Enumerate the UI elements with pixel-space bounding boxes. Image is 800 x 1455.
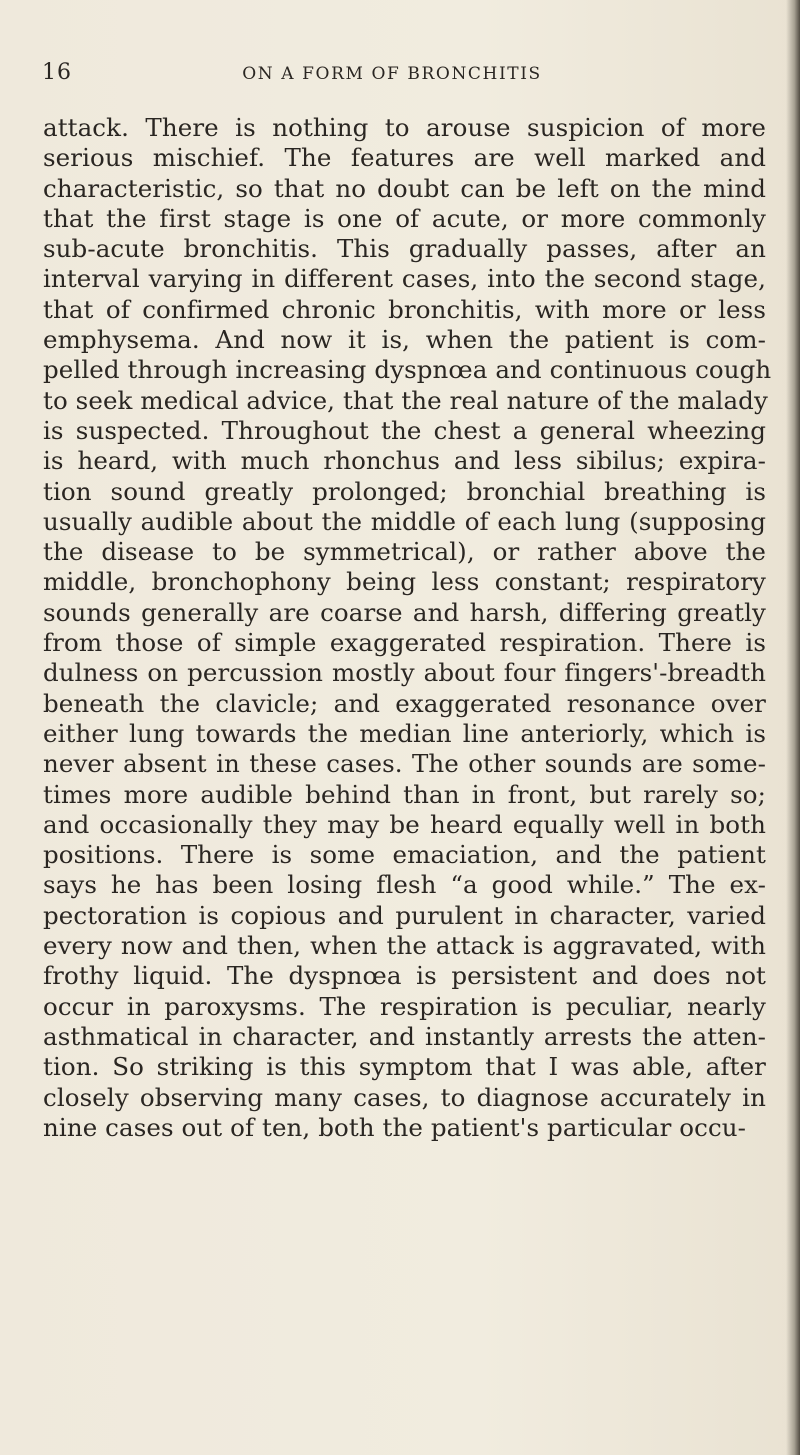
- text-line: is heard, with much rhonchus and less sibilus; expira-: [43, 446, 766, 476]
- text-line: the disease to be symmetrical), or rather above the: [43, 537, 766, 567]
- text-line: dulness on percussion mostly about four fingers'-breadth: [43, 658, 766, 688]
- text-line: tion. So striking is this symptom that I was able, after: [43, 1052, 766, 1082]
- text-line: beneath the clavicle; and exaggerated resonance over: [43, 688, 766, 718]
- running-head: [42, 60, 762, 90]
- text-line: every now and then, when the attack is aggravated, with: [43, 931, 766, 961]
- page-number: 16: [42, 60, 72, 85]
- text-line: tion sound greatly prolonged; bronchial breathing is: [43, 476, 766, 506]
- text-line: nine cases out of ten, both the patient's particular occu-: [43, 1112, 747, 1142]
- text-line: occur in paroxysms. The respiration is peculiar, nearly: [43, 991, 766, 1021]
- page-edge-shadow: [786, 0, 800, 1455]
- text-line: pelled through increasing dyspnœa and continuous cough: [43, 355, 772, 385]
- text-line: is suspected. Throughout the chest a general wheezing: [43, 415, 766, 445]
- text-line: and occasionally they may be heard equally well in both: [43, 809, 766, 839]
- text-line: middle, bronchophony being less constant; respiratory: [43, 567, 766, 597]
- text-line: sub-acute bronchitis. This gradually passes, after an: [43, 234, 766, 264]
- body-text: [43, 113, 772, 1143]
- text-line: closely observing many cases, to diagnose accurately in: [43, 1082, 766, 1112]
- text-line: asthmatical in character, and instantly arrests the atten-: [43, 1021, 766, 1051]
- text-line: serious mischief. The features are well marked and: [43, 143, 766, 173]
- text-line: pectoration is copious and purulent in character, varied: [43, 900, 766, 930]
- running-title: ON A FORM OF BRONCHITIS: [242, 64, 542, 84]
- text-line: characteristic, so that no doubt can be left on the mind: [43, 173, 766, 203]
- text-line: times more audible behind than in front, but rarely so;: [43, 779, 766, 809]
- text-line: emphysema. And now it is, when the patient is com-: [43, 325, 766, 355]
- text-line: interval varying in different cases, into the second stage,: [43, 264, 766, 294]
- text-line: to seek medical advice, that the real nature of the malady: [43, 385, 768, 415]
- text-line: positions. There is some emaciation, and the patient: [43, 840, 766, 870]
- text-line: that of confirmed chronic bronchitis, with more or less: [43, 294, 766, 324]
- text-line: frothy liquid. The dyspnœa is persistent and does not: [43, 961, 766, 991]
- text-line: from those of simple exaggerated respiration. There is: [43, 628, 766, 658]
- text-line: attack. There is nothing to arouse suspicion of more: [43, 113, 766, 142]
- text-line: never absent in these cases. The other sounds are some-: [43, 749, 766, 779]
- text-line: sounds generally are coarse and harsh, differing greatly: [43, 597, 766, 627]
- text-line: says he has been losing flesh “a good while.” The ex-: [43, 870, 766, 900]
- text-line: that the first stage is one of acute, or more commonly: [43, 203, 766, 233]
- text-line: either lung towards the median line anteriorly, which is: [43, 718, 766, 748]
- text-line: usually audible about the middle of each lung (supposing: [43, 506, 766, 536]
